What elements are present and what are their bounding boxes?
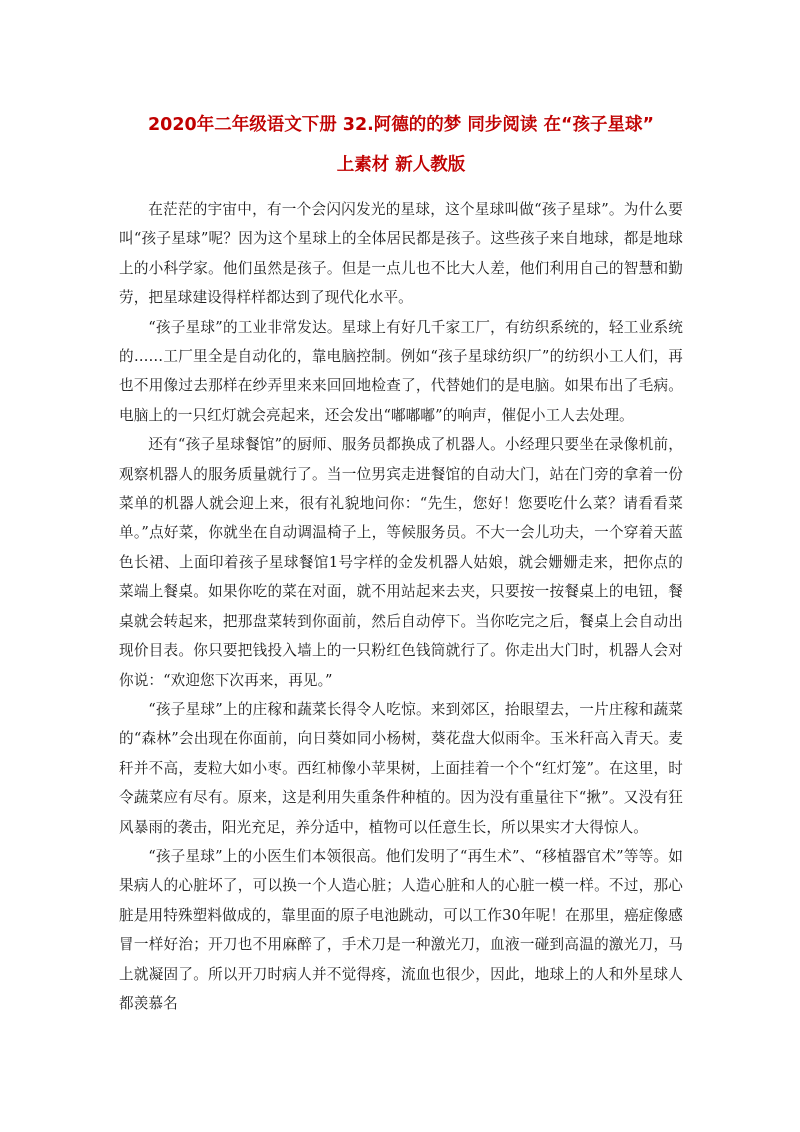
document-title [119, 105, 683, 185]
paragraph-restaurant: 还有“孩子星球餐馆”的厨师、服务员都换成了机器人。小经理只要坐在录像机前，观察机器人的服务质量就行了。当一位男宾走进餐馆的自动大门，站在门旁的拿着一份菜单的机器人就会迎上来，很有礼貌地问你：“先生，您好！您要吃什么菜？请看看菜单。”点好菜，你就坐在自动调温椅子上，等候服务员。不大一会儿功夫，一个穿着天蓝色长裙、上面印着孩子星球餐馆1号字样的金发机器人姑娘，就会姗姗走来，把你点的菜端上餐桌。如果你吃的菜在对面，就不用站起来去夹，只要按一按餐桌上的电钮，餐桌就会转起来，把那盘菜转到你面前，然后自动停下。当你吃完之后，餐桌上会自动出现价目表。你只要把钱投入墙上的一只粉红色钱筒就行了。你走出大门时，机器人会对你说：“欢迎您下次再来，再见。” [119, 436, 683, 689]
paragraph-intro: 在茫茫的宇宙中，有一个会闪闪发光的星球，这个星球叫做“孩子星球”。为什么要叫“孩子星球”呢？因为这个星球上的全体居民都是孩子。这些孩子来自地球，都是地球上的小科学家。他们虽然是孩子。但是一点儿也不比大人差，他们利用自己的智慧和勤劳，把星球建设得样样都达到了现代化水平。 [119, 201, 683, 307]
title-line-2: 上素材 新人教版 [336, 155, 466, 175]
paragraph-industry: “孩子星球”的工业非常发达。星球上有好几千家工厂，有纺织系统的，轻工业系统的……工厂里全是自动化的，靠电脑控制。例如“孩子星球纺织厂”的纺织小工人们，再也不用像过去那样在纱弄里来来回回地检查了，代替她们的是电脑。如果布出了毛病。电脑上的一只红灯就会亮起来，还会发出“嘟嘟嘟”的响声，催促小工人去处理。 [119, 318, 683, 424]
title-line-1: 2020年二年级语文下册 32.阿德的的梦 同步阅读 在“孩子星球” [148, 115, 654, 135]
document-body [119, 195, 683, 1018]
paragraph-doctors: “孩子星球”上的小医生们本领很高。他们发明了“再生术”、“移植器官术”等等。如果病人的心脏坏了，可以换一个人造心脏；人造心脏和人的心脏一模一样。不过，那心脏是用特殊塑料做成的，靠里面的原子电池跳动，可以工作30年呢！在那里，癌症像感冒一样好治；开刀也不用麻醉了，手术刀是一种激光刀，血液一碰到高温的激光刀，马上就凝固了。所以开刀时病人并不觉得疼，流血也很少，因此，地球上的人和外星球人都羡慕名 [119, 847, 683, 1012]
paragraph-crops: “孩子星球”上的庄稼和蔬菜长得令人吃惊。来到郊区，抬眼望去，一片庄稼和蔬菜的“森林”会出现在你面前，向日葵如同小杨树，葵花盘大似雨伞。玉米秆高入青天。麦秆并不高，麦粒大如小枣。西红柿像小苹果树，上面挂着一个个“红灯笼”。在这里，时令蔬菜应有尽有。原来，这是利用失重条件种植的。因为没有重量往下“揪”。又没有狂风暴雨的袭击，阳光充足，养分适中，植物可以任意生长，所以果实才大得惊人。 [119, 700, 683, 836]
document-page [119, 105, 683, 1018]
